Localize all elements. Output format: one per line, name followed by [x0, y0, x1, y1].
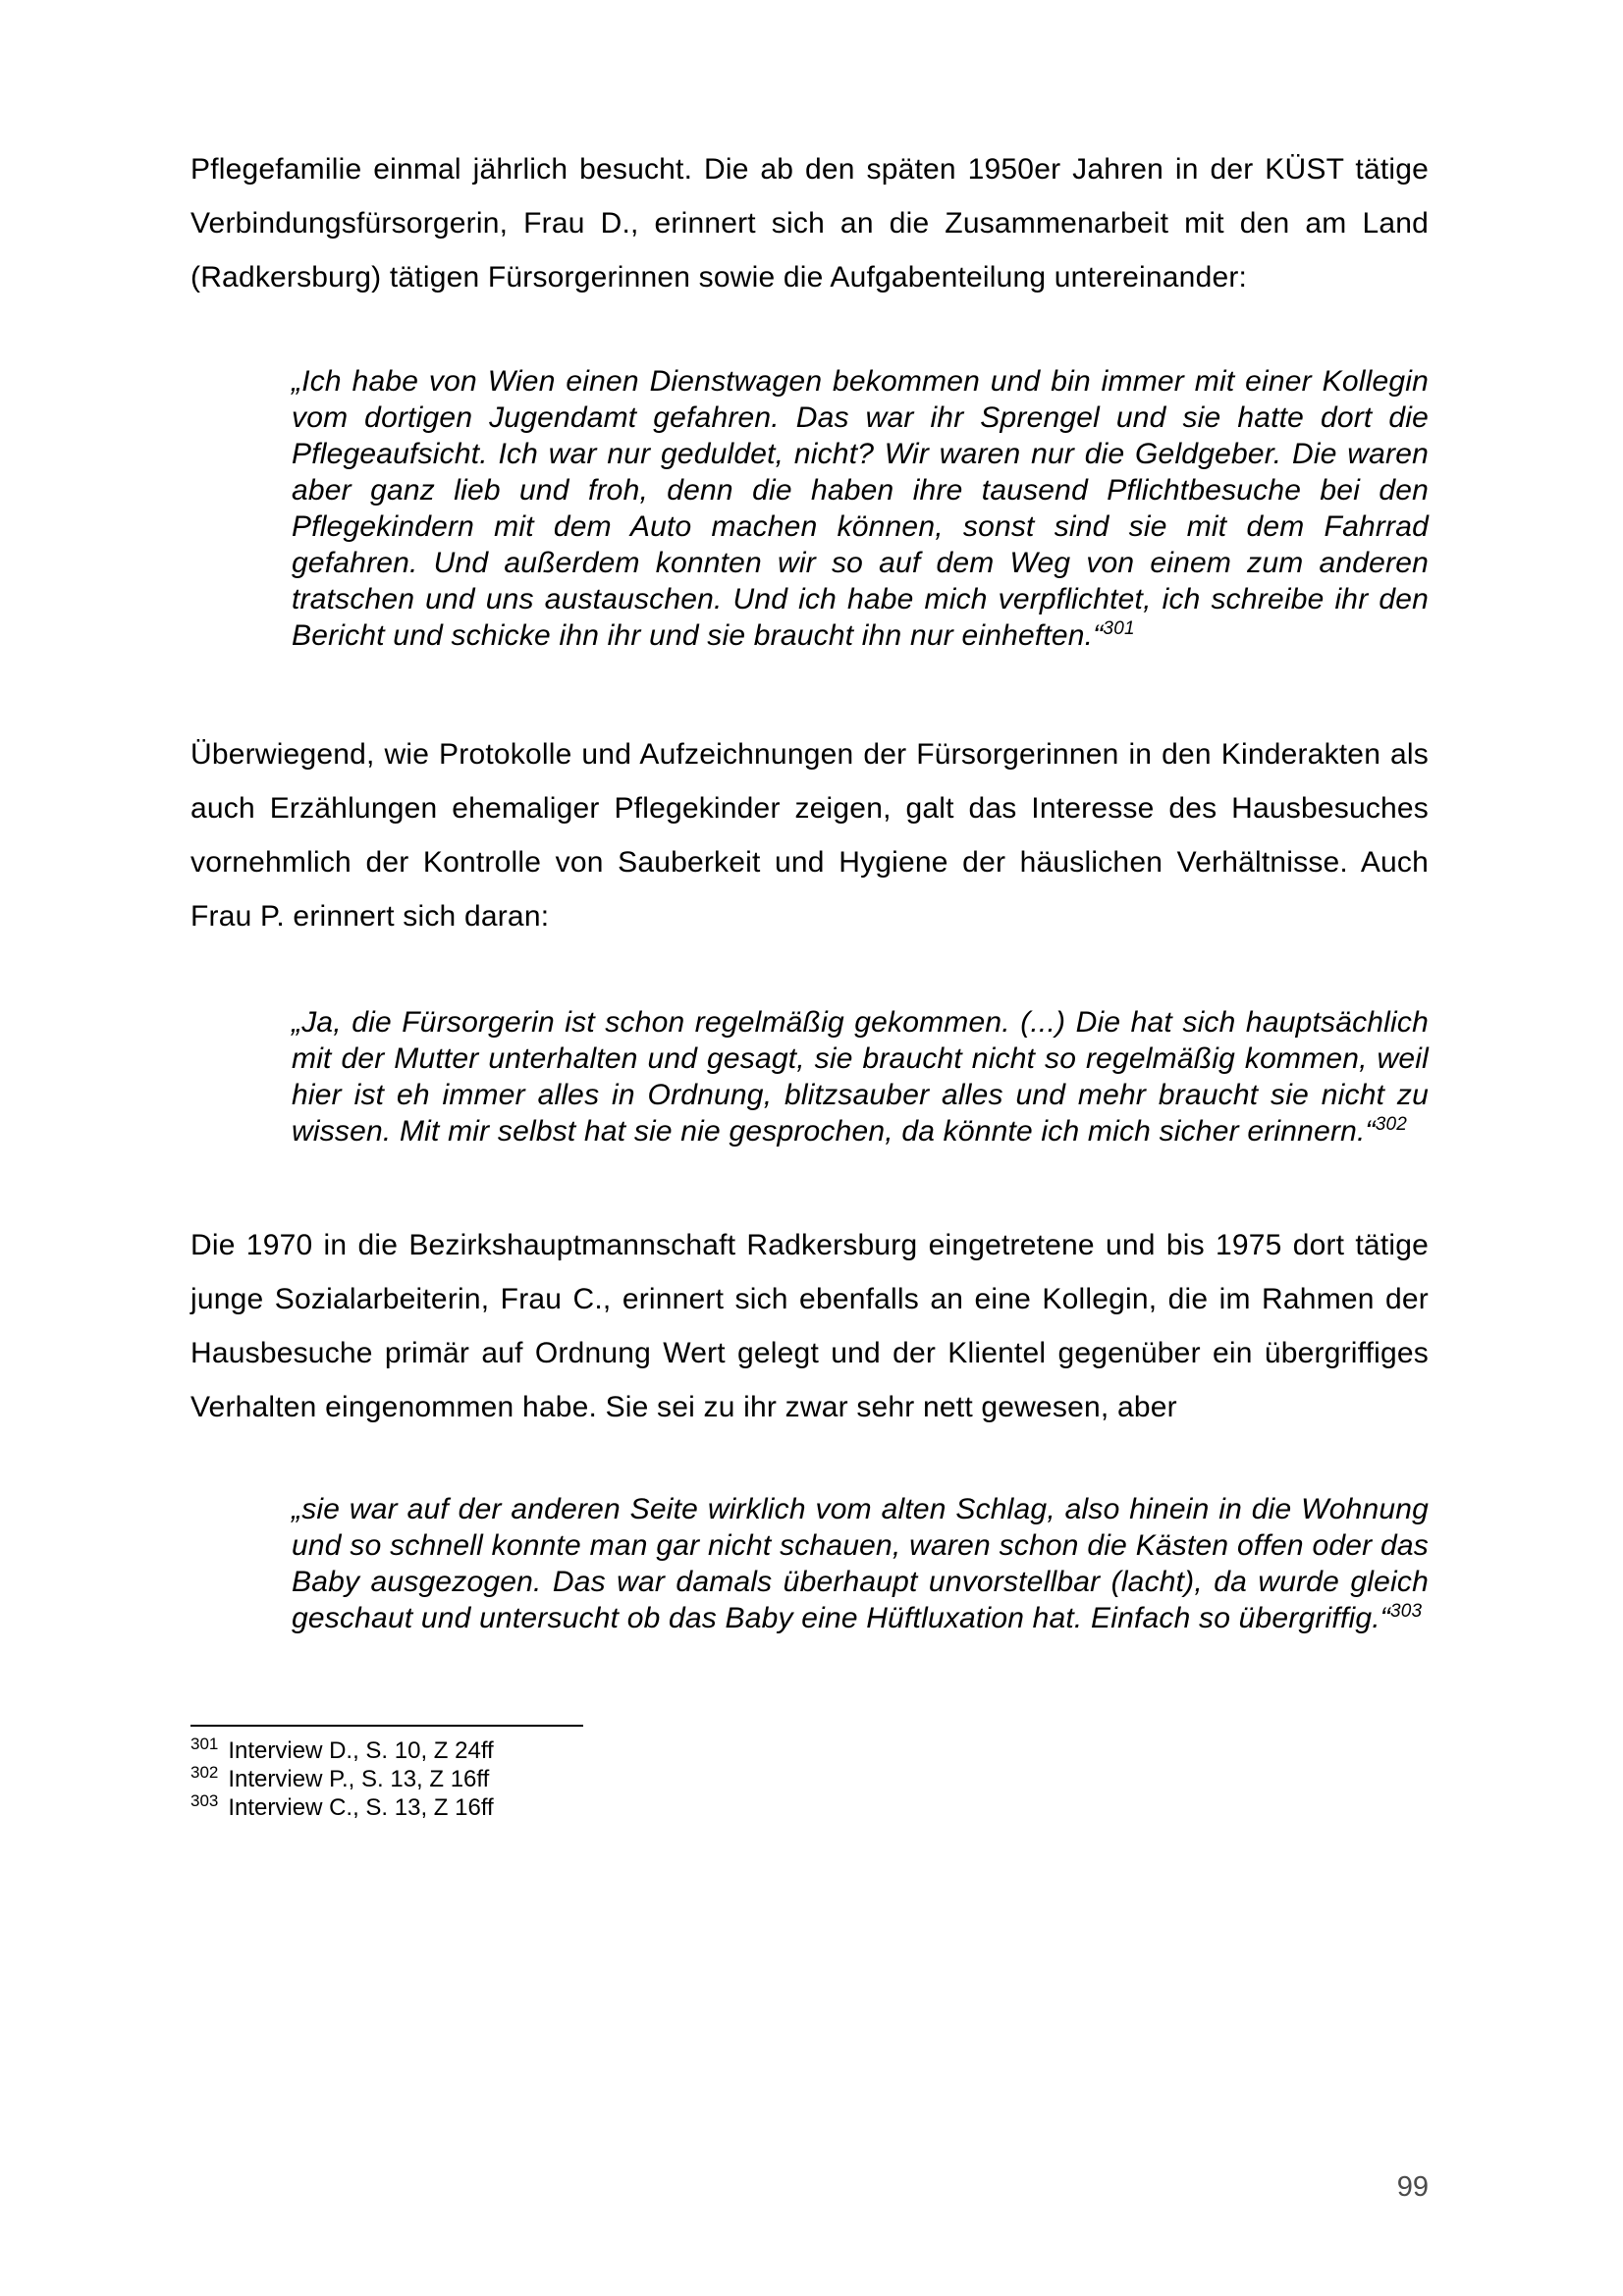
footnote-reference-302: 302 — [1375, 1114, 1408, 1135]
quote-text: „sie war auf der anderen Seite wirklich vom alten Schlag, also hinein in die Wohnung und so schnell konnte man gar nicht schauen, waren schon die Kästen offen oder das Baby ausgezogen. Das war damals überhaupt unvorstellbar (lacht), da wurde gleich geschaut und untersucht ob das Baby eine Hüftluxation hat. Einfach so übergriffig.“ — [292, 1493, 1429, 1634]
footnote-text: Interview P., S. 13, Z 16ff — [228, 1766, 490, 1792]
paragraph-frau-c-kollegin: Die 1970 in die Bezirkshauptmannschaft Radkersburg eingetretene und bis 1975 dort tätige junge Sozialarbeiterin, Frau C., erinnert sich ebenfalls an eine Kollegin, die im Rahmen der Hausbesuche primär auf Ordnung Wert gelegt und der Klientel gegenüber ein übergriffiges Verhalten eingenommen habe. Sie sei zu ihr zwar sehr nett gewesen, aber — [190, 1229, 1429, 1423]
footnote-reference-303: 303 — [1389, 1601, 1423, 1622]
footnote-separator-rule — [190, 1725, 583, 1727]
block-quote-interview-d — [292, 363, 1429, 654]
footnote-marker: 301 — [190, 1735, 219, 1753]
document-page — [190, 0, 1429, 1822]
quote-text: „Ich habe von Wien einen Dienstwagen bekommen und bin immer mit einer Kollegin vom dortigen Jugendamt gefahren. Das war ihr Sprengel und sie hatte dort die Pflegeaufsicht. Ich war nur geduldet, nicht? Wir waren nur die Geldgeber. Die waren aber ganz lieb und froh, denn die haben ihre tausend Pflichtbesuche bei den Pflegekindern mit dem Auto machen können, sonst sind sie mit dem Fahrrad gefahren. Und außerdem konnten wir so auf dem Weg von einem zum anderen tratschen und uns austauschen. Und ich habe mich verpflichtet, ich schreibe ihr den Bericht und schicke ihn ihr und sie braucht ihn nur einheften.“ — [292, 365, 1429, 652]
paragraph-intro-frau-d: Pflegefamilie einmal jährlich besucht. Die ab den späten 1950er Jahren in der KÜST tätige Verbindungsfürsorgerin, Frau D., erinnert sich an die Zusammenarbeit mit den am Land (Radkersburg) tätigen Fürsorgerinnen sowie die Aufgabenteilung untereinander: — [190, 153, 1429, 294]
footnote-302 — [190, 1765, 1429, 1793]
footnote-marker: 303 — [190, 1791, 219, 1810]
footnote-text: Interview C., S. 13, Z 16ff — [228, 1794, 494, 1821]
footnote-301 — [190, 1736, 1429, 1765]
block-quote-interview-c — [292, 1491, 1429, 1636]
footnote-reference-301: 301 — [1103, 618, 1135, 639]
block-quote-interview-p — [292, 1004, 1429, 1149]
quote-text: „Ja, die Fürsorgerin ist schon regelmäßig gekommen. (...) Die hat sich hauptsächlich mit der Mutter unterhalten und gesagt, sie braucht nicht so regelmäßig kommen, weil hier ist eh immer alles in Ordnung, blitzsauber alles und mehr braucht sie nicht zu wissen. Mit mir selbst hat sie nie gesprochen, da könnte ich mich sicher erinnern.“ — [292, 1006, 1429, 1148]
paragraph-hausbesuch-kontrolle: Überwiegend, wie Protokolle und Aufzeichnungen der Fürsorgerinnen in den Kinderakten als auch Erzählungen ehemaliger Pflegekinder zeigen, galt das Interesse des Hausbesuches vornehmlich der Kontrolle von Sauberkeit und Hygiene der häuslichen Verhältnisse. Auch Frau P. erinnert sich daran: — [190, 738, 1429, 933]
page-number: 99 — [1396, 2171, 1429, 2203]
footnote-marker: 302 — [190, 1763, 219, 1782]
footnote-section — [190, 1725, 1429, 1822]
footnote-303 — [190, 1793, 1429, 1822]
footnote-text: Interview D., S. 10, Z 24ff — [228, 1737, 494, 1764]
